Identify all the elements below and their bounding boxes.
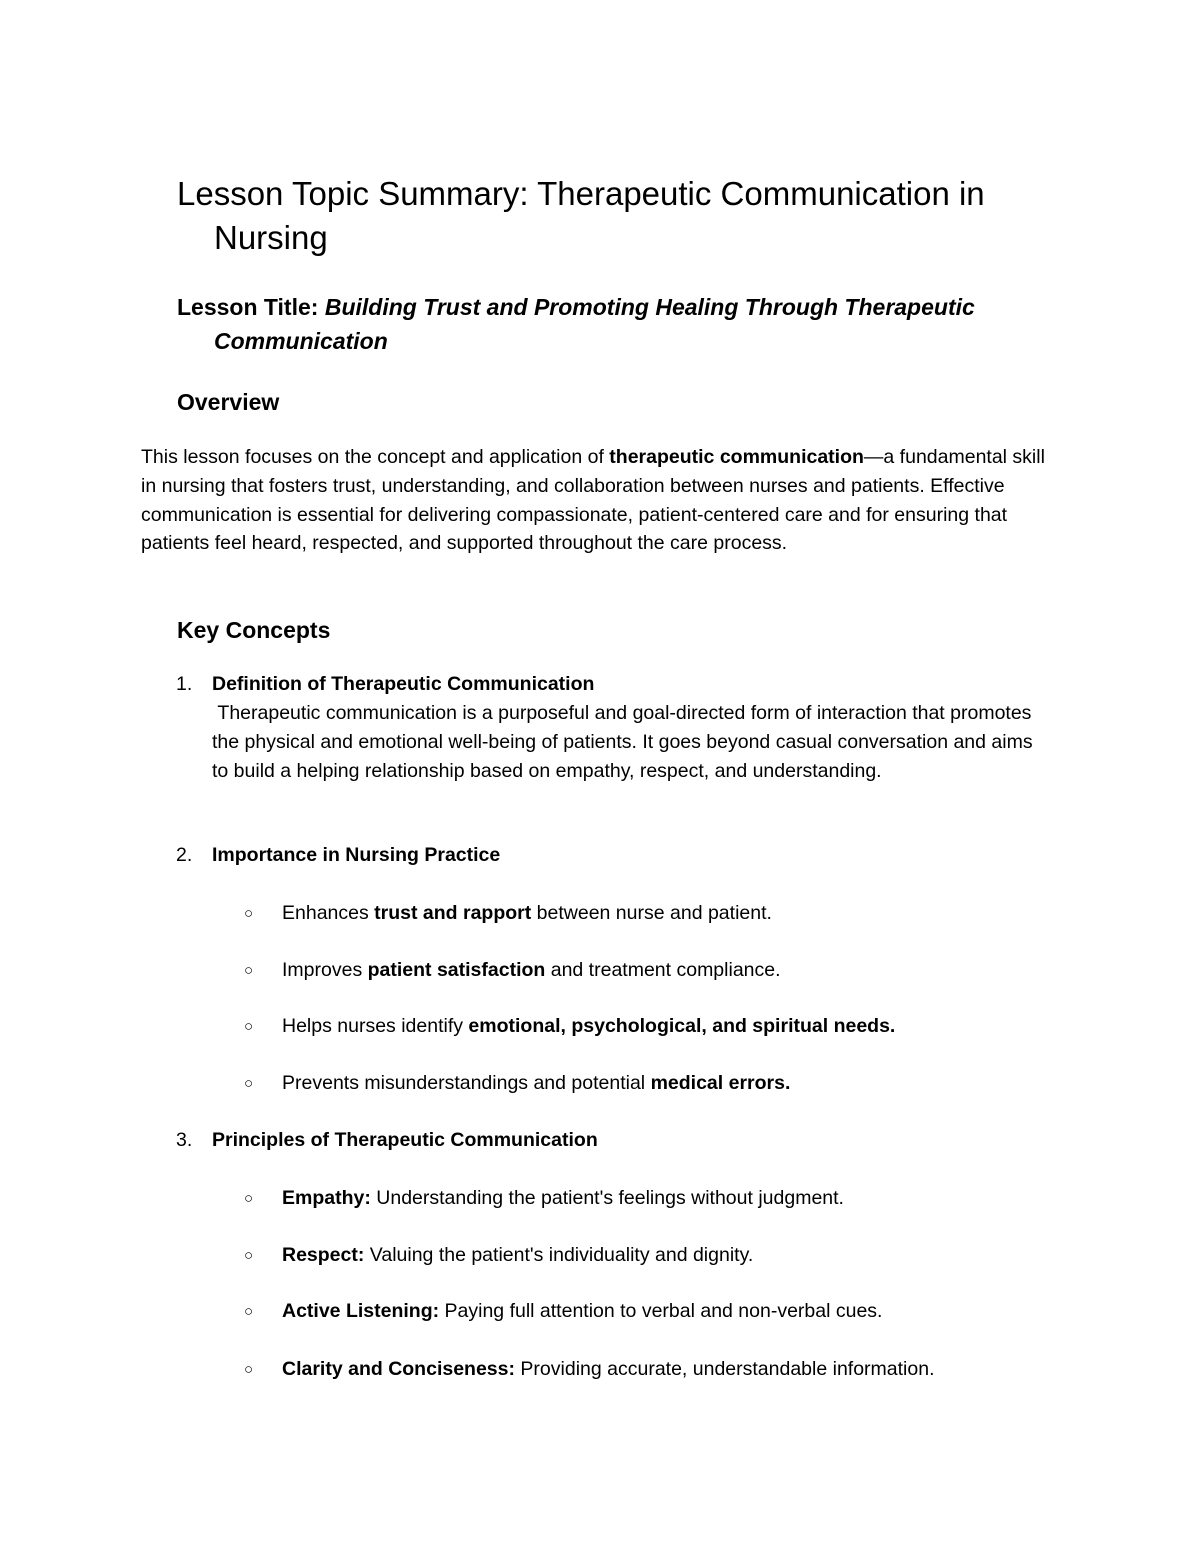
hollow-circle-bullet-icon: ○ [244, 1247, 254, 1264]
hollow-circle-bullet-icon: ○ [244, 905, 254, 922]
item-1-number: 1. [176, 673, 193, 695]
lesson-title-label: Lesson Title: [177, 294, 319, 320]
overview-bold-term: therapeutic communication [609, 446, 864, 468]
overview-heading: Overview [177, 389, 280, 415]
lesson-title [177, 290, 1034, 358]
overview-paragraph [141, 443, 1061, 558]
item-3-bullet: ○ Empathy: Understanding the patient's feelings without judgment. [244, 1184, 844, 1213]
item-3-number: 3. [176, 1129, 193, 1151]
item-2-title: Importance in Nursing Practice [212, 844, 501, 866]
hollow-circle-bullet-icon: ○ [244, 1018, 254, 1035]
hollow-circle-bullet-icon: ○ [244, 1303, 254, 1320]
hollow-circle-bullet-icon: ○ [244, 1190, 254, 1207]
item-3-bullet: ○ Active Listening: Paying full attention to verbal and non-verbal cues. [244, 1297, 882, 1326]
item-1-title: Definition of Therapeutic Communication [212, 673, 595, 695]
item-3-bullet: ○ Respect: Valuing the patient's individuality and dignity. [244, 1241, 753, 1270]
item-2-bullet: ○ Improves patient satisfaction and treatment compliance. [244, 956, 781, 985]
item-3-title: Principles of Therapeutic Communication [212, 1129, 598, 1151]
hollow-circle-bullet-icon: ○ [244, 1075, 254, 1092]
hollow-circle-bullet-icon: ○ [244, 1361, 254, 1378]
item-2-bullet: ○ Helps nurses identify emotional, psychological, and spiritual needs. [244, 1012, 895, 1041]
item-2-number: 2. [176, 844, 193, 866]
overview-rest: —a fundamental skill in nursing that fosters trust, understanding, and collaboration between nurses and patients. Effective communication is essential for delivering compassionate, patient-centered care and for ensuring that patients feel heard, respected, and supported throughout the care process. [141, 446, 1045, 555]
item-2-bullet: ○ Prevents misunderstandings and potential medical errors. [244, 1069, 790, 1098]
item-3-bullet: ○ Clarity and Conciseness: Providing accurate, understandable information. [244, 1355, 935, 1384]
lesson-title-value: Building Trust and Promoting Healing Through Therapeutic Communication [214, 294, 975, 354]
hollow-circle-bullet-icon: ○ [244, 962, 254, 979]
item-1-description: Therapeutic communication is a purposeful and goal-directed form of interaction that promotes the physical and emotional well-being of patients. It goes beyond casual conversation and aims to build a helping relationship based on empathy, respect, and understanding. [212, 702, 1033, 782]
document-title: Lesson Topic Summary: Therapeutic Communication in Nursing [177, 175, 985, 256]
key-concepts-heading: Key Concepts [177, 617, 331, 643]
overview-intro: This lesson focuses on the concept and application of [141, 446, 610, 468]
item-2-bullet: ○ Enhances trust and rapport between nurse and patient. [244, 899, 772, 928]
